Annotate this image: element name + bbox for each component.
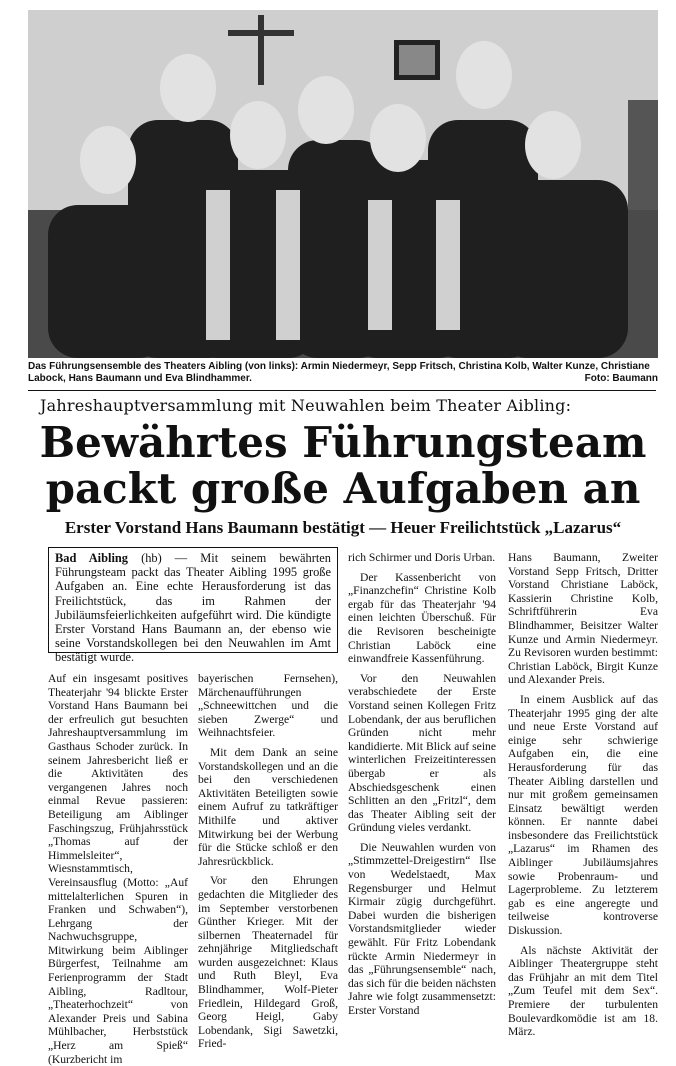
article-subhead: Erster Vorstand Hans Baumann bestätigt — Heuer Freilichtstück „Lazarus“ — [64, 518, 622, 537]
col1-text: Auf ein insgesamt positives Theaterjahr '94 blickte Erster Vorstand Hans Baumann bei der erfreulich gut besuchten Jahreshauptversammlung im Gasthaus Schoder zurück. In seinem Jahresbericht ließ er die Aktivitäten des vergangenen Jahres noch einmal Revue passieren: Beteiligung am Aiblinger Faschingszug, Frühjahrsstück „Thomas auf der Himmelsleiter“, Wiesnstammtisch, Vereinsausflug (Motto: „Auf mittelalterlichen Spuren in Franken und Schwaben“), Lehrgang der Nachwuchsgruppe, Mitwirkung beim Aiblinger Bürgerfest, Teilnahme am Ferienprogramm der Stadt Aibling, Radltour, „Theaterhochzeit“ von Alexander Preis und Sabina Mühlbacher, Herbststück „Herz am Spieß“ (Kurzbericht im — [48, 672, 188, 1066]
column-4 — [508, 551, 658, 1039]
lead-dateline: Bad Aibling — [55, 551, 128, 565]
headline-line-1: Bewährtes Führungsteam — [39, 418, 647, 467]
top-rule — [28, 390, 656, 391]
column-1 — [48, 672, 188, 1066]
col2-paragraph-1: bayerischen Fernsehen), Märchenaufführungen „Schneewittchen und die sieben Zwerge“ und Weihnachtsfeier. — [198, 672, 338, 740]
group-photo — [28, 10, 658, 358]
group-photo-illustration — [28, 10, 658, 358]
col4-paragraph-1: Hans Baumann, Zweiter Vorstand Sepp Fritsch, Dritter Vorstand Christiane Laböck, Kassierin Christine Kolb, Schriftführerin Eva Blindhammer, Beisitzer Walter Kunze und Armin Niedermeyr. Zu Revisoren wurden bestimmt: Christian Laböck, Birgit Kunze und Alexander Preis. — [508, 551, 658, 687]
photo-caption-text: Das Führungsensemble des Theaters Aibling (von links): Armin Niedermeyr, Sepp Fritsch, Christina Kolb, Walter Kunze, Christiane Labock, Hans Baumann und Eva Blindhammer. — [28, 361, 650, 384]
column-2 — [198, 672, 338, 1051]
col4-paragraph-3: Als nächste Aktivität der Aiblinger Theatergruppe steht das Frühjahr an mit dem Titel „Zum Teufel mit dem Sex“. Premiere der turbulenten Boulevardkomödie ist am 18. März. — [508, 943, 658, 1039]
col4-paragraph-2: In einem Ausblick auf das Theaterjahr 1995 ging der alte und neue Erste Vorstand auf einige sehr schwierige Aufgaben ein, die eine Herausforderung für das Theater Aibling darstellen und nur mit großem gemeinsamen Einsatz bewältigt werden können. Er nannte dabei insbesondere das Freilichtstück „Lazarus“ im Rhamen des Aiblinger Jubiläumsjahres sowie Probenraum- und Lagerprobleme. Zu letzterem gab es eine angeregte und teilweise kontroverse Diskussion. — [508, 692, 658, 938]
col2-paragraph-3: Vor den Ehrungen gedachten die Mitglieder des im September verstorbenen Günther Krieger. Mit der silbernen Theaternadel für zehnjährige Mitgliedschaft wurden ausgezeichnet: Klaus und Ruth Bleyl, Eva Blindhammer, Wolf-Pieter Friedlein, Hildegard Groß, Georg Heigl, Gaby Lobendank, Sigi Sawetzki, Fried- — [198, 874, 338, 1051]
col3-paragraph-3: Vor den Neuwahlen verabschiedete der Erste Vorstand seinen Kollegen Fritz Lobendank, der aus beruflichen Gründen nicht mehr kandidierte. Mit Blick auf seine winterlichen Freizeitinteressen übergab er als Abschiedsgeschenk einen Schlitten an den „Fritzl“, dem das Theater Aibling seit der Gründung vieles verdankt. — [348, 671, 496, 835]
column-3 — [348, 551, 496, 1018]
lead-text: (hb) — Mit seinem bewährten Führungsteam packt das Theater Aibling 1995 große Aufgaben an. Eine echte Herausforderung ist das Freilichtstück, das im Rahmen der Jubiläumsfeierlichkeiten aufgeführt wird. Die kündigte Erster Vorstand Hans Baumann an, der ebenso wie seine Vorstandskollegen bei den Neuwahlen im Amt bestätigt wurde. — [55, 551, 331, 665]
col3-paragraph-4: Die Neuwahlen wurden von „Stimmzettel-Dreigestirn“ Ilse von Wedelstaedt, Max Regensburger und Helmut Kirmair zügig durchgeführt. Dabei wurden die bisherigen Vorstandsmitglieder wieder gewählt. Für Fritz Lobendank rückte Armin Niedermeyr in das „Führungsensemble“ nach, das sich für die beiden nächsten Jahre wie folgt zusammensetzt: Erster Vorstand — [348, 840, 496, 1017]
lead-paragraph — [48, 547, 338, 665]
photo-caption — [28, 361, 658, 385]
article-headline — [28, 420, 658, 512]
col2-paragraph-2: Mit dem Dank an seine Vorstandskollegen und an die bei den verschiedenen Aktivitäten Beteiligten sowie einem Aufruf zu tatkräftiger Mithilfe und aktiver Mitwirkung bei der Werbung für die Stücke schloß er den Jahresrückblick. — [198, 745, 338, 868]
photo-credit: Foto: Baumann — [584, 373, 658, 384]
col3-paragraph-1: rich Schirmer und Doris Urban. — [348, 551, 496, 564]
col3-paragraph-2: Der Kassenbericht von „Finanzchefin“ Christine Kolb ergab für das Theaterjahr '94 einen leichten Überschuß. Für die Revisoren bescheinigte Christian Laböck eine einwandfreie Kassenführung. — [348, 570, 496, 666]
article-overline: Jahreshauptversammlung mit Neuwahlen beim Theater Aibling: — [40, 396, 572, 415]
headline-line-2: packt große Aufgaben an — [45, 464, 641, 513]
